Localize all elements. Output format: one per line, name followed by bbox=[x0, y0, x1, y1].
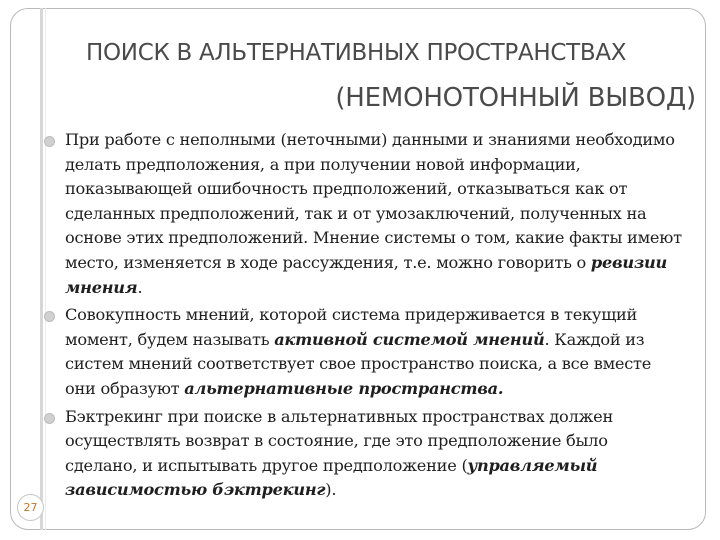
bullet-item-3 bbox=[42, 405, 682, 503]
bullet-item-1 bbox=[42, 128, 682, 300]
bullet-2-text: Совокупность мнений, которой система придерживается в текущий момент, будем называть bbox=[65, 305, 638, 349]
slide-title-line1: ПОИСК В АЛЬТЕРНАТИВНЫХ ПРОСТРАНСТВАХ bbox=[86, 40, 627, 66]
bullet-3-text-end: ). bbox=[325, 480, 337, 500]
bullet-item-2 bbox=[42, 303, 682, 401]
bullet-2-emphasis: активной системой мнений bbox=[274, 329, 545, 349]
bullet-dot-icon bbox=[44, 311, 55, 322]
bullet-dot-icon bbox=[44, 136, 55, 147]
bullet-3-text: Бэктрекинг при поиске в альтернативных пространствах должен осуществлять возврат в состояние, где это предположение было сделано, и испытывать другое предположение ( bbox=[65, 406, 614, 475]
bullet-1-text: При работе с неполными (неточными) данными и знаниями необходимо делать предположения, а при получении новой информации, показывающей ошибочность предположений, отказываться как от сделанных предположений, так и от умозаключений, полученных на основе этих предположений. Мнение системы о том, какие факты имеют место, изменяется в ходе рассуждения, т.е. можно говорить о bbox=[65, 130, 682, 272]
bullet-2-emphasis-2: альтернативные пространства. bbox=[184, 378, 504, 398]
bullet-1-emphasis: ревизии мнения bbox=[65, 252, 668, 297]
bullet-2-text-middle: . Каждой из систем мнений соответствует свое пространство поиска, а все вместе они образуют bbox=[65, 329, 652, 398]
bullet-3-emphasis: управляемый зависимостью бэктрекинг bbox=[65, 455, 598, 500]
bullet-dot-icon bbox=[44, 413, 55, 424]
slide-title-line2: (НЕМОНОТОННЫЙ ВЫВОД) bbox=[335, 83, 696, 113]
bullet-list bbox=[42, 128, 682, 506]
bullet-1-text-end: . bbox=[137, 277, 143, 297]
page-number: 27 bbox=[23, 501, 38, 514]
